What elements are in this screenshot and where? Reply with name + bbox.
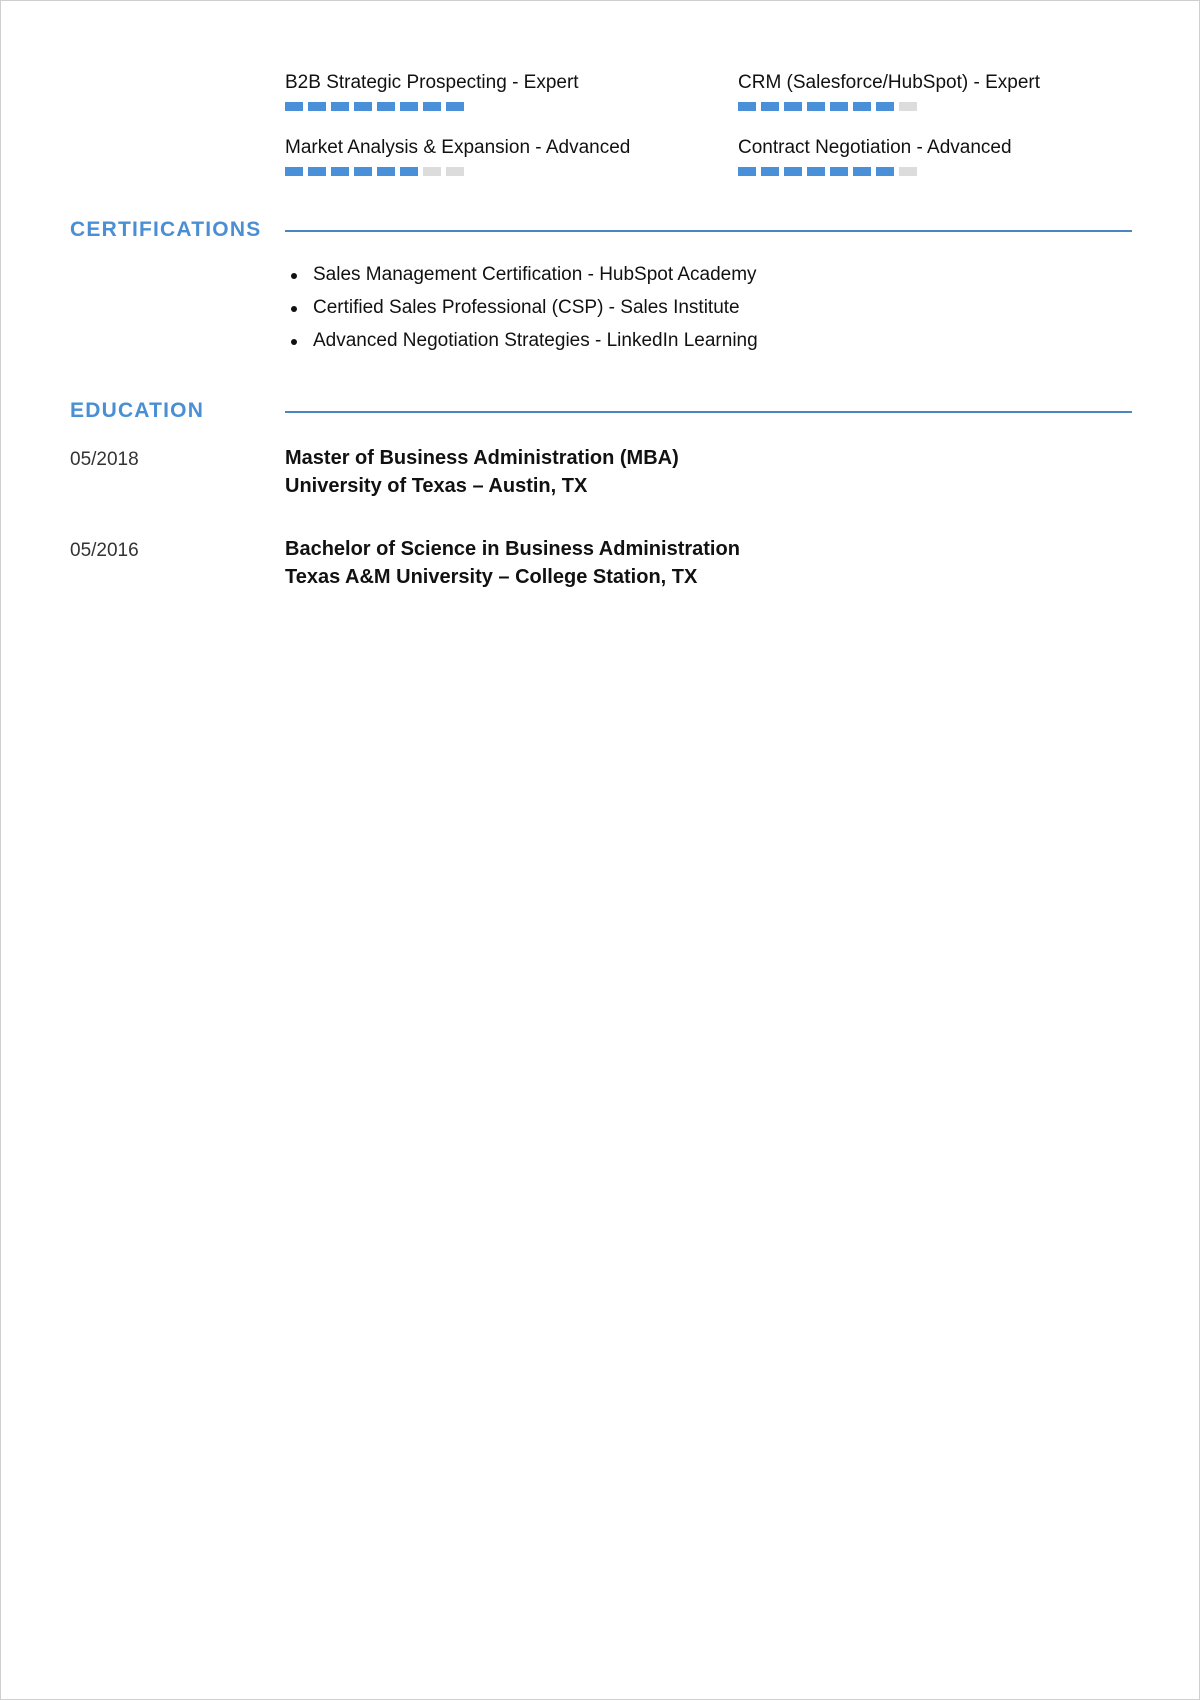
education-header (70, 396, 1132, 426)
meter-segment-filled (830, 167, 848, 176)
certification-text: Advanced Negotiation Strategies - LinkedIn Learning (313, 330, 758, 351)
skill-meter (738, 167, 1115, 176)
education-date: 05/2016 (70, 540, 139, 561)
skill-item (738, 136, 1115, 176)
certification-item (285, 296, 758, 320)
meter-segment-filled (354, 167, 372, 176)
meter-segment-filled (761, 167, 779, 176)
education-school: Texas A&M University – College Station, TX (285, 566, 698, 588)
meter-segment-filled (308, 167, 326, 176)
skill-name: B2B Strategic Prospecting - Expert (285, 72, 579, 93)
meter-segment-filled (423, 102, 441, 111)
meter-segment-filled (784, 167, 802, 176)
skills-grid (285, 71, 1115, 176)
skill-item (285, 136, 738, 176)
certifications-list (285, 263, 758, 362)
meter-segment-empty (446, 167, 464, 176)
education-degree: Master of Business Administration (MBA) (285, 447, 679, 469)
meter-segment-filled (807, 102, 825, 111)
certifications-header (70, 215, 1132, 245)
skill-name: CRM (Salesforce/HubSpot) - Expert (738, 72, 1040, 93)
meter-segment-empty (423, 167, 441, 176)
section-divider (285, 411, 1132, 413)
skill-item (285, 71, 738, 111)
section-divider (285, 230, 1132, 232)
skill-meter (285, 102, 738, 111)
meter-segment-filled (830, 102, 848, 111)
skill-meter (285, 167, 738, 176)
education-title: EDUCATION (70, 399, 205, 422)
meter-segment-filled (400, 102, 418, 111)
meter-segment-filled (853, 102, 871, 111)
certification-text: Sales Management Certification - HubSpot Academy (313, 264, 757, 285)
meter-segment-filled (807, 167, 825, 176)
education-degree: Bachelor of Science in Business Administration (285, 538, 740, 560)
certifications-title: CERTIFICATIONS (70, 218, 262, 241)
meter-segment-filled (331, 102, 349, 111)
meter-segment-filled (784, 102, 802, 111)
meter-segment-filled (876, 102, 894, 111)
education-date: 05/2018 (70, 449, 139, 470)
skill-name: Contract Negotiation - Advanced (738, 137, 1012, 158)
meter-segment-filled (354, 102, 372, 111)
education-school: University of Texas – Austin, TX (285, 475, 588, 497)
meter-segment-filled (400, 167, 418, 176)
skill-meter (738, 102, 1115, 111)
bullet-icon (291, 273, 297, 279)
meter-segment-empty (899, 102, 917, 111)
certification-item (285, 263, 758, 287)
meter-segment-filled (738, 167, 756, 176)
meter-segment-filled (853, 167, 871, 176)
education-details (285, 444, 679, 500)
meter-segment-filled (377, 167, 395, 176)
meter-segment-filled (331, 167, 349, 176)
certification-item (285, 329, 758, 353)
meter-segment-filled (738, 102, 756, 111)
meter-segment-filled (761, 102, 779, 111)
skill-name: Market Analysis & Expansion - Advanced (285, 137, 631, 158)
meter-segment-filled (377, 102, 395, 111)
meter-segment-filled (285, 102, 303, 111)
meter-segment-filled (446, 102, 464, 111)
skill-item (738, 71, 1115, 111)
meter-segment-filled (308, 102, 326, 111)
bullet-icon (291, 306, 297, 312)
meter-segment-empty (899, 167, 917, 176)
education-details (285, 535, 740, 591)
meter-segment-filled (876, 167, 894, 176)
meter-segment-filled (285, 167, 303, 176)
bullet-icon (291, 339, 297, 345)
certification-text: Certified Sales Professional (CSP) - Sales Institute (313, 297, 740, 318)
